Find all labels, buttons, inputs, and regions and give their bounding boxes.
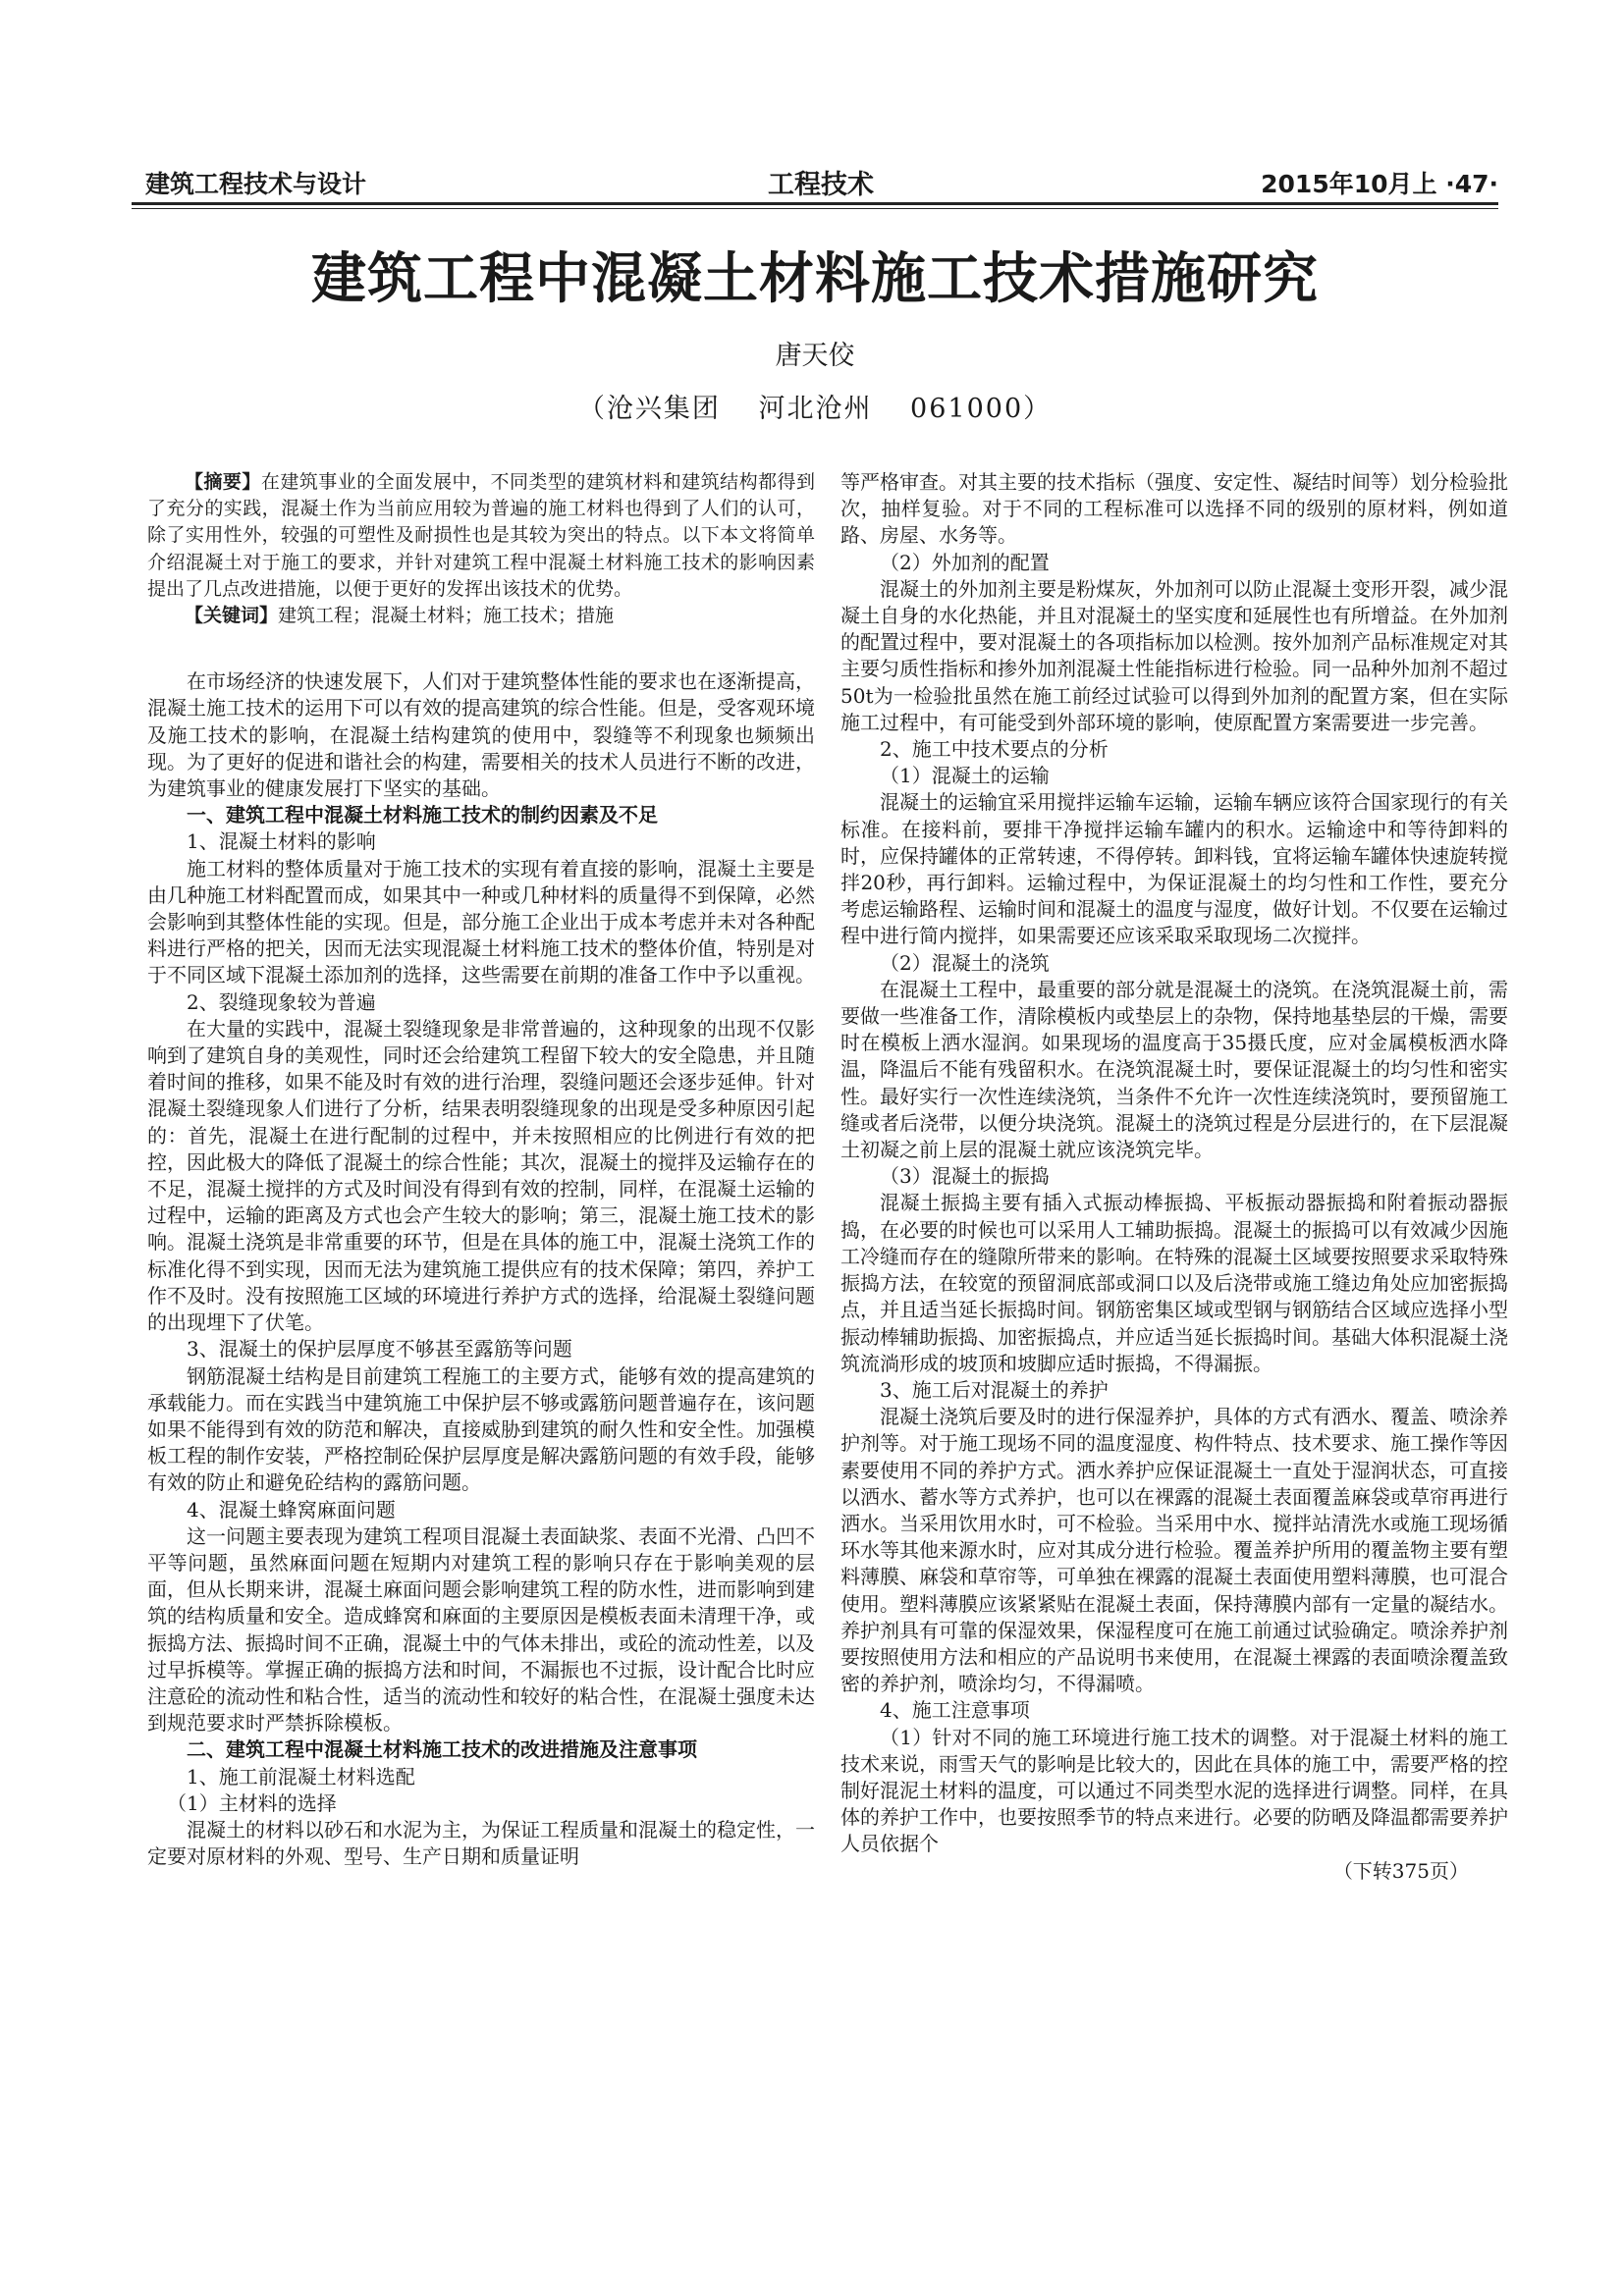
- abstract: [147, 469, 815, 603]
- subsubheading-2-2-3: （3）混凝土的振捣: [880, 1164, 1050, 1189]
- page-header: [132, 159, 1498, 206]
- keywords-text: 建筑工程；混凝土材料；施工技术；措施: [278, 605, 615, 627]
- affiliation-org: （沧兴集团: [577, 394, 721, 424]
- section-heading-2: 二、建筑工程中混凝土材料施工技术的改进措施及注意事项: [187, 1737, 697, 1762]
- subheading-1-1: 1、混凝土材料的影响: [187, 829, 376, 854]
- subheading-2-2: 2、施工中技术要点的分析: [880, 737, 1109, 762]
- abstract-text: 在建筑事业的全面发展中，不同类型的建筑材料和建筑结构都得到了充分的实践，混凝土作为当前应用较为普遍的施工材料也得到了人们的认可，除了实用性外，较强的可塑性及耐损性也是其较为突出的特点。以下本文将简单介绍混凝土对于施工的要求，并针对建筑工程中混凝土材料施工技术的影响因素提出了几点改进措施，以便于更好的发挥出该技术的优势。: [147, 471, 815, 600]
- paragraph-2-2-1: 混凝土的运输宜采用搅拌运输车运输，运输车辆应该符合国家现行的有关标准。在接料前，要排干净搅拌运输车罐内的积水。运输途中和等待卸料的时，应保持罐体的正常转速，不得停转。卸料钱，宜将运输车罐体快速旋转搅拌20秒，再行卸料。运输过程中，为保证混凝土的均匀性和工作性，要充分考虑运输路程、运输时间和混凝土的温度与湿度，做好计划。不仅要在运输过程中进行简内搅拌，如果需要还应该采取采取现场二次搅拌。: [840, 790, 1508, 948]
- subheading-2-1: 1、施工前混凝土材料选配: [187, 1764, 415, 1789]
- affiliation-zip: 061000）: [910, 394, 1053, 424]
- paragraph-2-2-3: 混凝土振捣主要有插入式振动棒振捣、平板振动器振捣和附着振动器振捣，在必要的时候也可以采用人工辅助振捣。混凝土的振捣可以有效减少因施工冷缝而存在的缝隙所带来的影响。在特殊的混凝土区域要按照要求采取特殊振捣方法，在较宽的预留洞底部或洞口以及后浇带或施工缝边角处应加密振捣点，并且适当延长振捣时间。钢筋密集区域或型钢与钢筋结合区域应选择小型振动棒辅助振捣、加密振捣点，并应适当延长振捣时间。基础大体积混凝土浇筑流淌形成的坡顶和坡脚应适时振捣，不得漏振。: [840, 1191, 1508, 1375]
- paragraph-1-2: 在大量的实践中，混凝土裂缝现象是非常普遍的，这种现象的出现不仅影响到了建筑自身的美观性，同时还会给建筑工程留下较大的安全隐患，并且随着时间的推移，如果不能及时有效的进行治理，裂缝问题还会逐步延伸。针对混凝土裂缝现象人们进行了分析，结果表明裂缝现象的出现是受多种原因引起的：首先，混凝土在进行配制的过程中，并未按照相应的比例进行有效的把控，因此极大的降低了混凝土的综合性能；其次，混凝土的搅拌及运输存在的不足，混凝土搅拌的方式及时间没有得到有效的控制，同样，在混凝土运输的过程中，运输的距离及方式也会产生较大的影响；第三，混凝土施工技术的影响。混凝土浇筑是非常重要的环节，但是在具体的施工中，混凝土浇筑工作的标准化得不到实现，因而无法为建筑施工提供应有的技术保障；第四，养护工作不及时。没有按照施工区域的环境进行养护方式的选择，给混凝土裂缝问题的出现埋下了伏笔。: [147, 1016, 815, 1335]
- paragraph-1-1: 施工材料的整体质量对于施工技术的实现有着直接的影响，混凝土主要是由几种施工材料配置而成，如果其中一种或几种材料的质量得不到保障，必然会影响到其整体性能的实现。但是，部分施工企业出于成本考虑并未对各种配料进行严格的把关，因而无法实现混凝土材料施工技术的整体价值，特别是对于不同区域下混凝土添加剂的选择，这些需要在前期的准备工作中予以重视。: [147, 856, 815, 988]
- author-name: 唐天佼: [775, 341, 855, 371]
- header-rule-thin: [132, 208, 1498, 209]
- paragraph-2-1-1: 混凝土的材料以砂石和水泥为主，为保证工程质量和混凝土的稳定性，一定要对原材料的外观、型号、生产日期和质量证明: [147, 1817, 815, 1869]
- article-title: 建筑工程中混凝土材料施工技术措施研究: [311, 246, 1319, 311]
- continued-note: （下转375页）: [1332, 1858, 1469, 1883]
- journal-name: 建筑工程技术与设计: [145, 170, 367, 198]
- paragraph-2-1-1-cont: 等严格审查。对其主要的技术指标（强度、安定性、凝结时间等）划分检验批次，抽样复验。对于不同的工程标准可以选择不同的级别的原材料，例如道路、房屋、水务等。: [840, 470, 1508, 548]
- right-column: [840, 469, 1508, 1885]
- subsubheading-2-2-2: （2）混凝土的浇筑: [880, 950, 1050, 975]
- subheading-1-3: 3、混凝土的保护层厚度不够甚至露筋等问题: [187, 1337, 572, 1362]
- paragraph-1-3: 钢筋混凝土结构是目前建筑工程施工的主要方式，能够有效的提高建筑的承载能力。而在实践当中建筑施工中保护层不够或露筋问题普遍存在，该问题如果不能得到有效的防范和解决，直接威胁到建筑的耐久性和安全性。加强模板工程的制作安装，严格控制砼保护层厚度是解决露筋问题的有效手段，能够有效的防止和避免砼结构的露筋问题。: [147, 1363, 815, 1495]
- issue-info: 2015年10月上 ·47·: [1261, 170, 1498, 198]
- paragraph-2-1-2: 混凝土的外加剂主要是粉煤灰，外加剂可以防止混凝土变形开裂，减少混凝土自身的水化热能，并且对混凝土的坚实度和延展性也有所增益。在外加剂的配置过程中，要对混凝土的各项指标加以检测。按外加剂产品标准规定对其主要匀质性指标和掺外加剂混凝土性能指标进行检验。同一品种外加剂不超过50t为一检验批虽然在施工前经过试验可以得到外加剂的配置方案，但在实际施工过程中，有可能受到外部环境的影响，使原配置方案需要进一步完善。: [840, 576, 1508, 734]
- subheading-2-3: 3、施工后对混凝土的养护: [880, 1377, 1109, 1402]
- subsubheading-2-1-2: （2）外加剂的配置: [880, 550, 1050, 574]
- subheading-1-2: 2、裂缝现象较为普遍: [187, 989, 376, 1014]
- keywords-label: 【关键词】: [185, 605, 279, 627]
- keywords: [147, 603, 815, 629]
- subheading-1-4: 4、混凝土蜂窝麻面问题: [187, 1497, 396, 1522]
- paragraph-2-4: （1）针对不同的施工环境进行施工技术的调整。对于混凝土材料的施工技术来说，雨雪天气的影响是比较大的，因此在具体的施工中，需要严格的控制好混泥土材料的温度，可以通过不同类型水泥的选择进行调整。同样，在具体的养护工作中，也要按照季节的特点来进行。必要的防晒及降温都需要养护人员依据个: [840, 1725, 1508, 1856]
- subheading-2-4: 4、施工注意事项: [880, 1698, 1030, 1723]
- left-column: [147, 469, 815, 1870]
- paragraph-1-4: 这一问题主要表现为建筑工程项目混凝土表面缺浆、表面不光滑、凸凹不平等问题，虽然麻面问题在短期内对建筑工程的影响只存在于影响美观的层面，但从长期来讲，混凝土麻面问题会影响建筑工程的防水性，进而影响到建筑的结构质量和安全。造成蜂窝和麻面的主要原因是模板表面未清理干净，或振捣方法、振捣时间不正确，混凝土中的气体未排出，或砼的流动性差，以及过早拆模等。掌握正确的振捣方法和时间，不漏振也不过振，设计配合比时应注意砼的流动性和粘合性，适当的流动性和较好的粘合性，在混凝土强度未达到规范要求时严禁拆除模板。: [147, 1523, 815, 1735]
- paragraph-2-2-2: 在混凝土工程中，最重要的部分就是混凝土的浇筑。在浇筑混凝土前，需要做一些准备工作，清除模板内或垫层上的杂物，保持地基垫层的干燥，需要时在模板上洒水湿润。如果现场的温度高于35摄氏度，应对金属模板洒水降温，降温后不能有残留积水。在浇筑混凝土时，要保证混凝土的均匀性和密实性。最好实行一次性连续浇筑，当条件不允许一次性连续浇筑时，要预留施工缝或者后浇带，以便分块浇筑。混凝土的浇筑过程是分层进行的，在下层混凝土初凝之前上层的混凝土就应该浇筑完毕。: [840, 977, 1508, 1162]
- section-heading-1: 一、建筑工程中混凝土材料施工技术的制约因素及不足: [187, 803, 658, 828]
- abstract-label: 【摘要】: [185, 471, 261, 493]
- affiliation: [132, 387, 1498, 425]
- header-rule-thick: [132, 202, 1498, 205]
- subsubheading-2-1-1: （1）主材料的选择: [167, 1790, 337, 1815]
- intro-paragraph: 在市场经济的快速发展下，人们对于建筑整体性能的要求也在逐渐提高，混凝土施工技术的运用下可以有效的提高建筑的综合性能。但是，受客观环境及施工技术的影响，在混凝土结构建筑的使用中，裂缝等不利现象也频频出现。为了更好的促进和谐社会的构建，需要相关的技术人员进行不断的改进，为建筑事业的健康发展打下坚实的基础。: [147, 669, 815, 801]
- section-name: 工程技术: [768, 170, 874, 200]
- subsubheading-2-2-1: （1）混凝土的运输: [880, 764, 1050, 788]
- paragraph-2-3: 混凝土浇筑后要及时的进行保湿养护，具体的方式有洒水、覆盖、喷涂养护剂等。对于施工现场不同的温度湿度、构件特点、技术要求、施工操作等因素要使用不同的养护方式。洒水养护应保证混凝土一直处于湿润状态，可直接以洒水、蓄水等方式养护，也可以在裸露的混凝土表面覆盖麻袋或草帘再进行洒水。当采用饮用水时，可不检验。当采用中水、搅拌站清洗水或施工现场循环水等其他来源水时，应对其成分进行检验。覆盖养护所用的覆盖物主要有塑料薄膜、麻袋和草帘等，可单独在裸露的混凝土表面使用塑料薄膜，也可混合使用。塑料薄膜应该紧紧贴在混凝土表面，保持薄膜内部有一定量的凝结水。养护剂具有可靠的保湿效果，保湿程度可在施工前通过试验确定。喷涂养护剂要按照使用方法和相应的产品说明书来使用，在混凝土裸露的表面喷涂覆盖致密的养护剂，喷涂均匀，不得漏喷。: [840, 1405, 1508, 1696]
- affiliation-place: 河北沧州: [758, 394, 873, 424]
